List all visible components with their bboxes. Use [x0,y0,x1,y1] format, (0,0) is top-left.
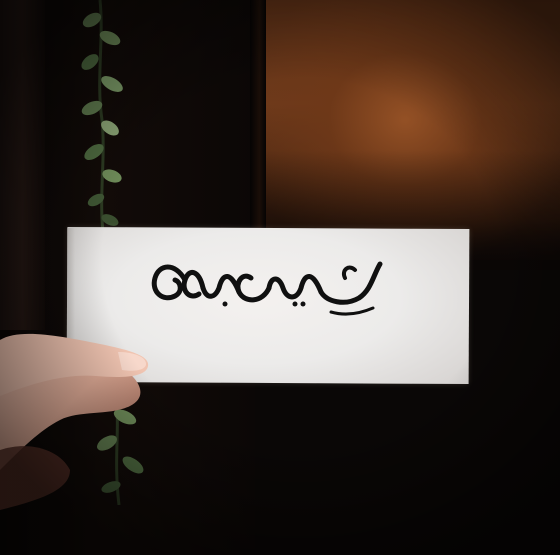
hand-holding-card [0,300,190,510]
curtain [0,0,45,330]
door-frame [250,0,266,250]
ivy-vine [70,0,140,240]
